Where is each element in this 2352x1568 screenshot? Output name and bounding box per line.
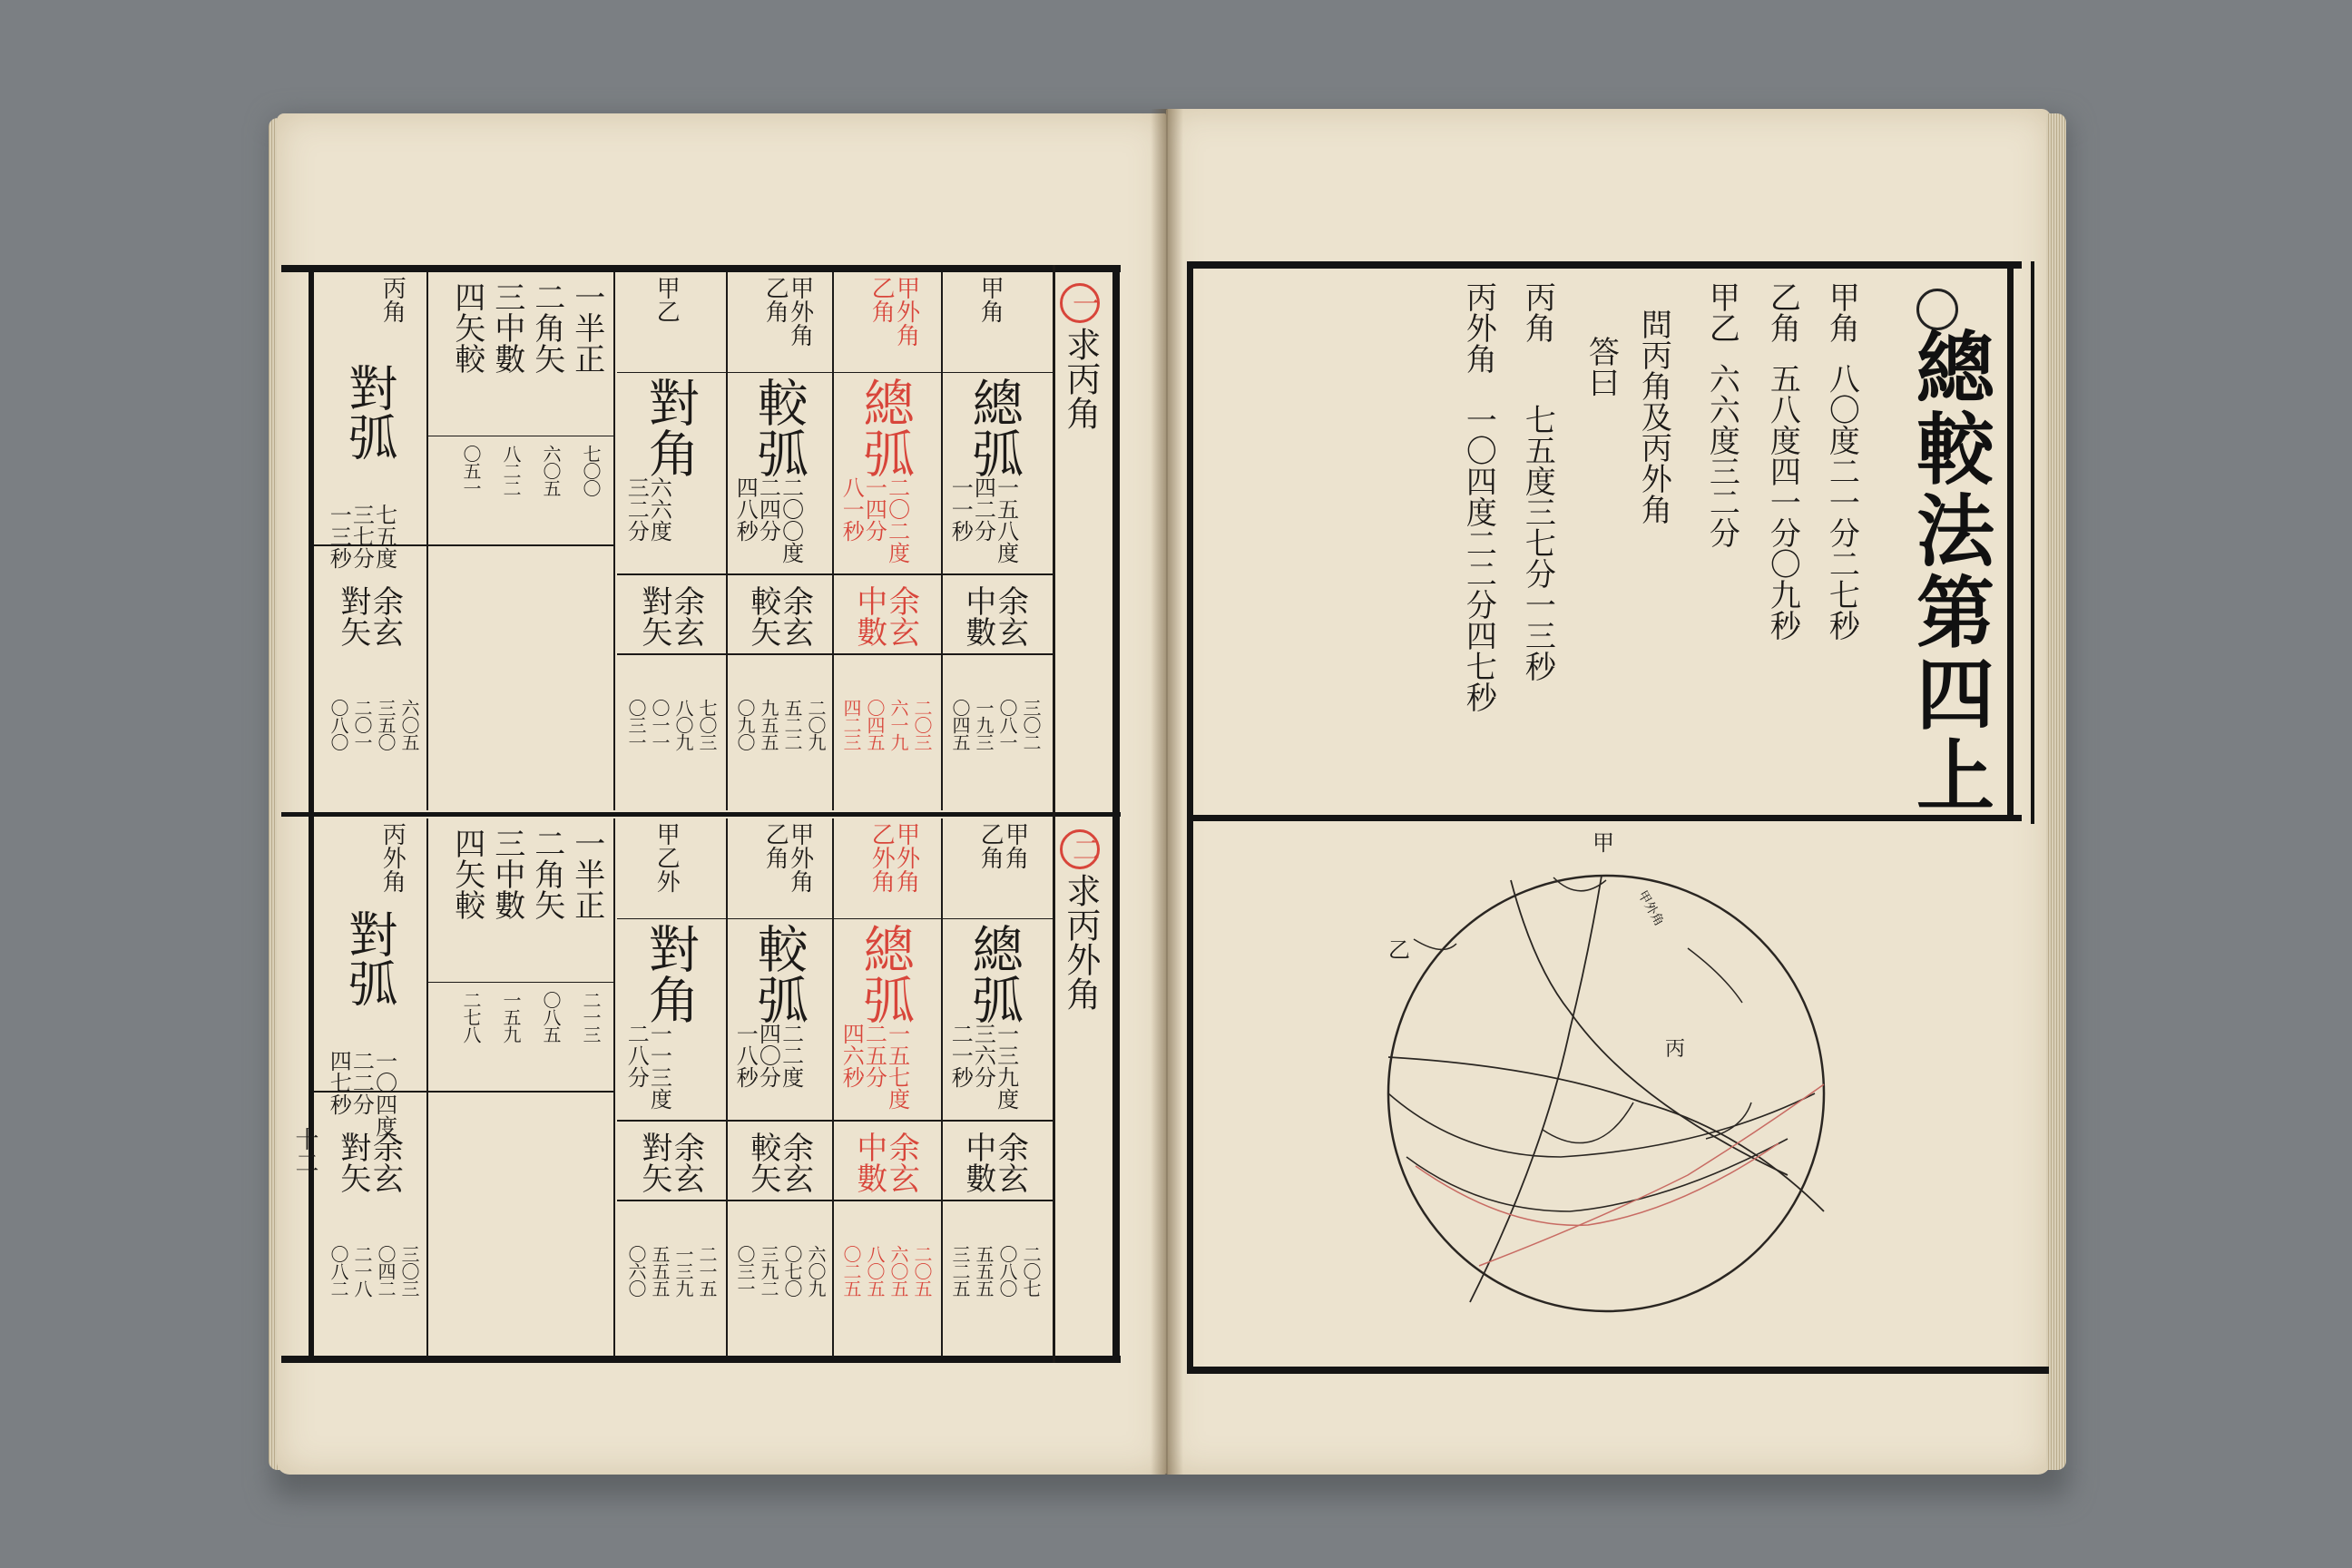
column-value: 二二度 四〇分 一八秒 bbox=[732, 1023, 804, 1088]
page-edges-right bbox=[2046, 113, 2066, 1470]
given-jiayi-value: 六六度三二分 bbox=[1703, 363, 1740, 548]
heading-column-rule bbox=[1053, 265, 1055, 1363]
left-block-digits2: 二一八 bbox=[351, 1245, 373, 1297]
column-digits: 一三九 bbox=[672, 1245, 694, 1297]
left-block-digits2: 三五〇 bbox=[375, 699, 397, 750]
answer-bing-value: 七五度三七分一三秒 bbox=[1519, 404, 1556, 681]
section-marker: 一 bbox=[1060, 283, 1100, 323]
column-sub-label: 余玄 對矢 bbox=[635, 585, 705, 647]
column-value: 二〇二度 一四分 八一秒 bbox=[838, 476, 910, 564]
book-gutter bbox=[1151, 109, 1183, 1475]
col-rule bbox=[613, 818, 615, 1357]
left-arc-value: 一〇四度 二二分 四七秒 bbox=[326, 1050, 397, 1137]
section-heading: 求丙角 bbox=[1060, 327, 1101, 430]
page-title: 總較法第四上 bbox=[1903, 327, 1994, 817]
row-rule bbox=[617, 918, 1053, 919]
column-digits: 三〇二 bbox=[1020, 699, 1042, 750]
column-value: 一一三度 二八分 bbox=[623, 1023, 672, 1110]
column-digits: 二〇五 bbox=[911, 1245, 933, 1297]
half-sine-label: 二角矢 bbox=[528, 828, 565, 920]
answer-label: 答曰 bbox=[1583, 336, 1620, 397]
row-rule bbox=[617, 372, 1053, 373]
column-arc-name: 較弧 bbox=[749, 377, 808, 478]
column-digits: 六〇九 bbox=[805, 1245, 827, 1297]
given-jia-value: 八〇度二一分二七秒 bbox=[1823, 363, 1860, 641]
left-block-digits: 〇五一 bbox=[460, 445, 482, 496]
left-arc-name: 對弧 bbox=[340, 909, 398, 1007]
left-block-digits2: 〇四二 bbox=[375, 1245, 397, 1297]
column-digits: 二一五 bbox=[696, 1245, 718, 1297]
diagram-label-jia: 甲 bbox=[1592, 830, 1614, 856]
row-rule bbox=[617, 573, 1053, 575]
left-block-digits: 八二二 bbox=[500, 445, 522, 496]
column-sub-label: 余玄 對矢 bbox=[635, 1132, 705, 1193]
col-rule bbox=[832, 272, 834, 810]
col-rule bbox=[941, 818, 943, 1357]
left-sub-label: 余玄 對矢 bbox=[334, 1132, 404, 1193]
column-digits: 八〇九 bbox=[672, 699, 694, 750]
half-sine-label: 三中數 bbox=[488, 828, 525, 920]
half-sine-label: 二角矢 bbox=[528, 281, 565, 374]
table-top-border bbox=[281, 265, 1121, 272]
column-sub-label: 余玄 中數 bbox=[959, 1132, 1029, 1193]
section-marker: 二 bbox=[1060, 829, 1100, 869]
left-block-digits: 〇八五 bbox=[540, 991, 562, 1043]
column-digits: 二〇三 bbox=[911, 699, 933, 750]
column-head: 甲外角 乙外角 bbox=[867, 822, 920, 893]
column-arc-name: 較弧 bbox=[749, 923, 808, 1024]
column-digits: 〇一一 bbox=[649, 699, 671, 750]
column-digits: 〇三一 bbox=[625, 699, 647, 750]
column-sub-label: 余玄 中數 bbox=[850, 585, 920, 647]
section-heading: 求丙外角 bbox=[1060, 873, 1101, 1011]
half-sine-label: 四矢較 bbox=[448, 281, 485, 374]
row-rule bbox=[617, 653, 1053, 655]
row-rule bbox=[617, 1200, 1053, 1201]
left-block-digits: 二七八 bbox=[460, 991, 482, 1043]
col-rule bbox=[832, 818, 834, 1357]
column-sub-label: 余玄 中數 bbox=[850, 1132, 920, 1193]
column-digits: 〇八〇 bbox=[996, 1245, 1018, 1297]
column-value: 二〇〇度 二四分 四八秒 bbox=[732, 476, 804, 564]
column-digits: 六一九 bbox=[887, 699, 909, 750]
left-arc-name: 對弧 bbox=[340, 363, 398, 461]
answer-bingwai-value: 一〇四度二二分四七秒 bbox=[1460, 404, 1497, 712]
column-digits: 二〇九 bbox=[805, 699, 827, 750]
column-head: 甲外角 乙角 bbox=[761, 276, 814, 347]
page-number: 十二 bbox=[291, 1127, 318, 1174]
left-block-digits2: 〇八〇 bbox=[328, 699, 349, 750]
column-sub-label: 余玄 較矢 bbox=[744, 1132, 814, 1193]
column-digits: 四二三 bbox=[840, 699, 862, 750]
column-digits: 〇二五 bbox=[840, 1245, 862, 1297]
column-arc-name: 總弧 bbox=[855, 377, 915, 478]
column-head: 甲外角 乙角 bbox=[867, 276, 920, 347]
column-value: 六六度 三二分 bbox=[623, 476, 672, 542]
left-arc-head: 丙角 bbox=[378, 276, 407, 323]
column-digits: 〇九〇 bbox=[734, 699, 756, 750]
column-sub-label: 余玄 中數 bbox=[959, 585, 1029, 647]
column-arc-name: 總弧 bbox=[964, 377, 1024, 478]
column-digits: 三九二 bbox=[758, 1245, 779, 1297]
left-block-digits: 二一三 bbox=[580, 991, 602, 1043]
question-text: 問丙角及丙外角 bbox=[1635, 309, 1672, 524]
diagram-label-bing: 丙 bbox=[1665, 1038, 1686, 1061]
answer-bing-name: 丙角 bbox=[1519, 281, 1556, 343]
column-digits: 二〇七 bbox=[1020, 1245, 1042, 1297]
column-digits: 〇六〇 bbox=[625, 1245, 647, 1297]
column-value: 一五七度 二五分 四六秒 bbox=[838, 1023, 910, 1110]
left-block-digits2: 二〇一 bbox=[351, 699, 373, 750]
column-digits: 〇四五 bbox=[949, 699, 971, 750]
half-sine-label: 四矢較 bbox=[448, 828, 485, 920]
half-sine-label: 一半正 bbox=[568, 281, 605, 374]
column-digits: 八〇五 bbox=[864, 1245, 886, 1297]
left-block-digits: 七〇〇 bbox=[580, 445, 602, 496]
col-rule bbox=[613, 272, 615, 810]
left-sub-label: 余玄 對矢 bbox=[334, 585, 404, 647]
column-arc-name: 對角 bbox=[640, 923, 700, 1024]
half-sine-label: 三中數 bbox=[488, 281, 525, 374]
column-head: 甲外角 乙角 bbox=[761, 822, 814, 893]
given-yi-name: 乙角 bbox=[1764, 281, 1801, 343]
left-arc-value: 七五度 三七分 一三秒 bbox=[326, 504, 397, 569]
section-circle-mark bbox=[1916, 289, 1958, 330]
column-value: 一三九度 三六分 二一秒 bbox=[947, 1023, 1019, 1110]
column-digits: 〇四五 bbox=[864, 699, 886, 750]
spherical-triangle-diagram bbox=[1361, 830, 1869, 1338]
column-digits: 五二二 bbox=[781, 699, 803, 750]
column-head: 甲角 bbox=[976, 276, 1004, 323]
given-jiayi-name: 甲乙 bbox=[1703, 281, 1740, 343]
left-block-rule bbox=[426, 272, 428, 810]
left-block-hrule bbox=[426, 982, 613, 983]
col-rule bbox=[941, 272, 943, 810]
left-arc-head: 丙外角 bbox=[378, 822, 407, 893]
column-digits: 〇八一 bbox=[996, 699, 1018, 750]
left-block-digits: 一五九 bbox=[500, 991, 522, 1043]
column-digits: 五五五 bbox=[649, 1245, 671, 1297]
given-jia-name: 甲角 bbox=[1823, 281, 1860, 343]
column-digits: 七〇三 bbox=[696, 699, 718, 750]
column-arc-name: 對角 bbox=[640, 377, 700, 478]
left-block-rule bbox=[426, 818, 428, 1357]
left-block-digits2: 六〇五 bbox=[398, 699, 420, 750]
column-sub-label: 余玄 較矢 bbox=[744, 585, 814, 647]
table-middle-border bbox=[281, 812, 1121, 817]
column-digits: 九五五 bbox=[758, 699, 779, 750]
left-block-digits: 六〇五 bbox=[540, 445, 562, 496]
table-bottom-border bbox=[281, 1356, 1121, 1363]
column-head: 甲乙外 bbox=[652, 822, 681, 893]
half-sine-label: 一半正 bbox=[568, 828, 605, 920]
column-digits: 〇七〇 bbox=[781, 1245, 803, 1297]
column-digits: 一九三 bbox=[973, 699, 995, 750]
column-digits: 三二五 bbox=[949, 1245, 971, 1297]
col-rule bbox=[726, 272, 728, 810]
column-head: 甲角 乙角 bbox=[976, 822, 1029, 869]
column-value: 一五八度 四二分 一一秒 bbox=[947, 476, 1019, 564]
column-arc-name: 總弧 bbox=[964, 923, 1024, 1024]
col-rule bbox=[726, 818, 728, 1357]
column-digits: 〇三一 bbox=[734, 1245, 756, 1297]
column-digits: 五五五 bbox=[973, 1245, 995, 1297]
column-digits: 六〇五 bbox=[887, 1245, 909, 1297]
column-head: 甲乙 bbox=[652, 276, 681, 323]
given-yi-value: 五八度四一分〇九秒 bbox=[1764, 363, 1801, 641]
row-rule bbox=[617, 1120, 1053, 1122]
left-block-digits2: 〇八二 bbox=[328, 1245, 349, 1297]
diagram-label-jiawai: 甲外角 bbox=[1634, 888, 1667, 929]
diagram-label-yi: 乙 bbox=[1388, 937, 1410, 963]
answer-bingwai-name: 丙外角 bbox=[1460, 281, 1497, 374]
column-arc-name: 總弧 bbox=[855, 923, 915, 1024]
left-block-digits2: 三〇三 bbox=[398, 1245, 420, 1297]
